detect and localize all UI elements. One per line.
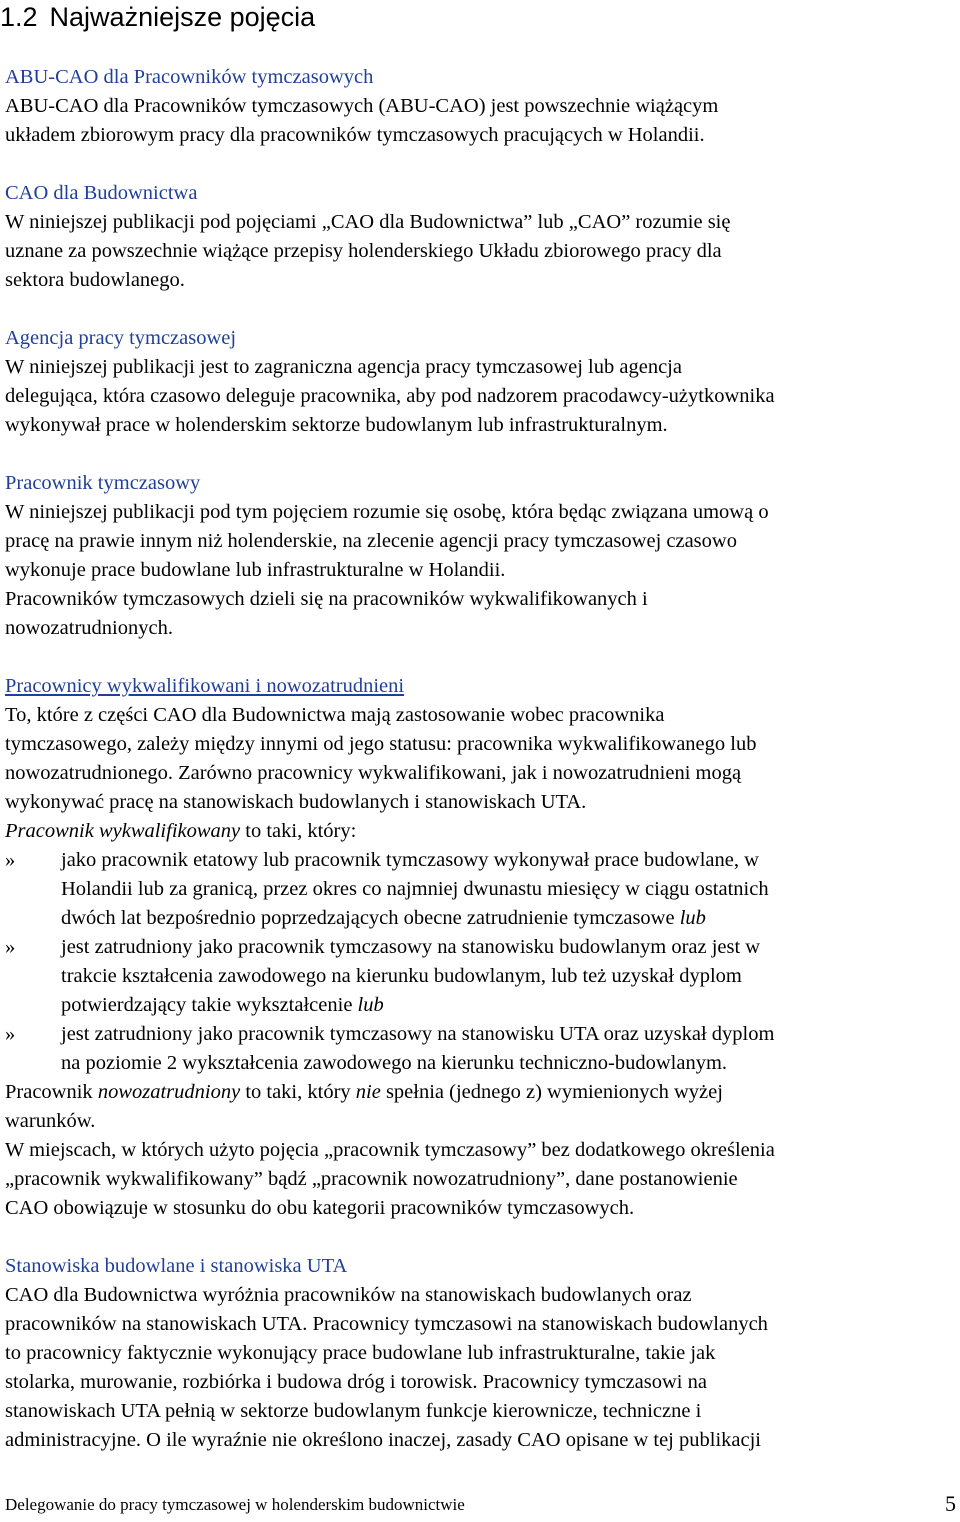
term-text-line: W niniejszej publikacji pod tym pojęciem rozumie się osobę, która będąc związana umową o [5,501,769,523]
bullet-item [5,1020,960,1078]
bullet-marker: » [5,1023,16,1045]
term-text-line: CAO dla Budownictwa wyróżnia pracowników na stanowiskach budowlanych oraz [5,1284,692,1306]
term-title: Stanowiska budowlane i stanowiska UTA [5,1255,348,1277]
term-wykwalifikowani [5,672,960,1223]
term-text-line: stanowiskach UTA pełnią w sektorze budowlanym funkcje kierownicze, techniczne i [5,1400,702,1422]
section-title: Najważniejsze pojęcia [49,2,316,32]
term-text-line: To, które z części CAO dla Budownictwa mają zastosowanie wobec pracownika [5,704,665,726]
term-title: Pracownicy wykwalifikowani i nowozatrudnieni [5,675,405,697]
bullet-text-line: Holandii lub za granicą, przez okres co najmniej dwunastu miesięcy w ciągu ostatnich [61,878,769,900]
term-title: Agencja pracy tymczasowej [5,327,237,349]
term-text-line: W miejscach, w których użyto pojęcia „pracownik tymczasowy” bez dodatkowego określenia [5,1139,775,1161]
term-pracownik-tymczasowy [5,469,960,643]
term-text-line: tymczasowego, zależy między innymi od jego statusu: pracownika wykwalifikowanego lub [5,733,757,755]
term-text-line: W niniejszej publikacji pod pojęciami „CAO dla Budownictwa” lub „CAO” rozumie się [5,211,731,233]
defined-term: Pracownik wykwalifikowany [5,820,241,842]
term-title: CAO dla Budownictwa [5,182,198,204]
bullet-marker: » [5,849,16,871]
term-title: ABU-CAO dla Pracowników tymczasowych [5,66,374,88]
term-text-line: Pracownik nowozatrudniony to taki, który nie spełnia (jednego z) wymienionych wyżej [5,1081,723,1103]
term-text-line: administracyjne. O ile wyraźnie nie określono inaczej, zasady CAO opisane w tej publikacji [5,1429,761,1451]
term-text-line: nowozatrudnionego. Zarówno pracownicy wykwalifikowani, jak i nowozatrudnieni mogą [5,762,742,784]
bullet-marker: » [5,936,16,958]
section-heading [0,0,315,34]
bullet-text-line: na poziomie 2 wykształcenia zawodowego na kierunku techniczno-budowlanym. [61,1052,728,1074]
term-text-line: stolarka, murowanie, rozbiórka i budowa dróg i torowisk. Pracownicy tymczasowi na [5,1371,707,1393]
term-text-line: wykonywał prace w holenderskim sektorze budowlanym lub infrastrukturalnym. [5,414,668,436]
bullet-text-line: jako pracownik etatowy lub pracownik tymczasowy wykonywał prace budowlane, w [61,849,759,871]
term-text-line: pracowników na stanowiskach UTA. Pracownicy tymczasowi na stanowiskach budowlanych [5,1313,768,1335]
term-text-line: „pracownik wykwalifikowany” bądź „pracownik nowozatrudniony”, dane postanowienie [5,1168,738,1190]
term-text-line: nowozatrudnionych. [5,617,173,639]
section-number: 1.2 [0,2,38,32]
term-text-line: sektora budowlanego. [5,269,185,291]
term-text-line: ABU-CAO dla Pracowników tymczasowych (ABU-CAO) jest powszechnie wiążącym [5,95,719,117]
bullet-text-line: trakcie kształcenia zawodowego na kierunku budowlanym, lub też uzyskał dyplom [61,965,742,987]
term-text-line: wykonuje prace budowlane lub infrastrukturalne w Holandii. [5,559,506,581]
term-text-line: delegująca, która czasowo deleguje pracownika, aby pod nadzorem pracodawcy-użytkownika [5,385,775,407]
term-text-line: uznane za powszechnie wiążące przepisy holenderskiego Układu zbiorowego pracy dla [5,240,722,262]
term-text-line: W niniejszej publikacji jest to zagraniczna agencja pracy tymczasowej lub agencja [5,356,682,378]
footer-title: Delegowanie do pracy tymczasowej w holenderskim budownictwie [5,1495,465,1514]
term-text-line: to pracownicy faktycznie wykonujący prace budowlane lub infrastrukturalne, takie jak [5,1342,716,1364]
term-text-line: Pracowników tymczasowych dzieli się na pracowników wykwalifikowanych i [5,588,648,610]
bullet-item [5,933,960,1020]
term-abu-cao [5,63,960,150]
page-number: 5 [945,1491,956,1516]
bullet-text-line: dwóch lat bezpośrednio poprzedzających obecne zatrudnienie tymczasowe lub [61,907,706,929]
bullet-item [5,846,960,933]
term-text-line: warunków. [5,1110,96,1132]
definition-intro: Pracownik wykwalifikowany to taki, który: [5,820,357,842]
term-title: Pracownik tymczasowy [5,472,201,494]
term-agencja [5,324,960,440]
term-cao-budownictwa [5,179,960,295]
bullet-text-line: jest zatrudniony jako pracownik tymczasowy na stanowisku budowlanym oraz jest w [61,936,761,958]
bullet-text-line: potwierdzający takie wykształcenie lub [61,994,384,1016]
bullet-text-line: jest zatrudniony jako pracownik tymczasowy na stanowisku UTA oraz uzyskał dyplom [61,1023,775,1045]
term-text-line: wykonywać pracę na stanowiskach budowlanych i stanowiskach UTA. [5,791,587,813]
term-text-line: pracę na prawie innym niż holenderskie, na zlecenie agencji pracy tymczasowej czasowo [5,530,737,552]
document-body [5,63,960,1455]
term-text-line: CAO obowiązuje w stosunku do obu kategorii pracowników tymczasowych. [5,1197,635,1219]
term-text-line: układem zbiorowym pracy dla pracowników tymczasowych pracujących w Holandii. [5,124,705,146]
term-stanowiska [5,1252,960,1455]
